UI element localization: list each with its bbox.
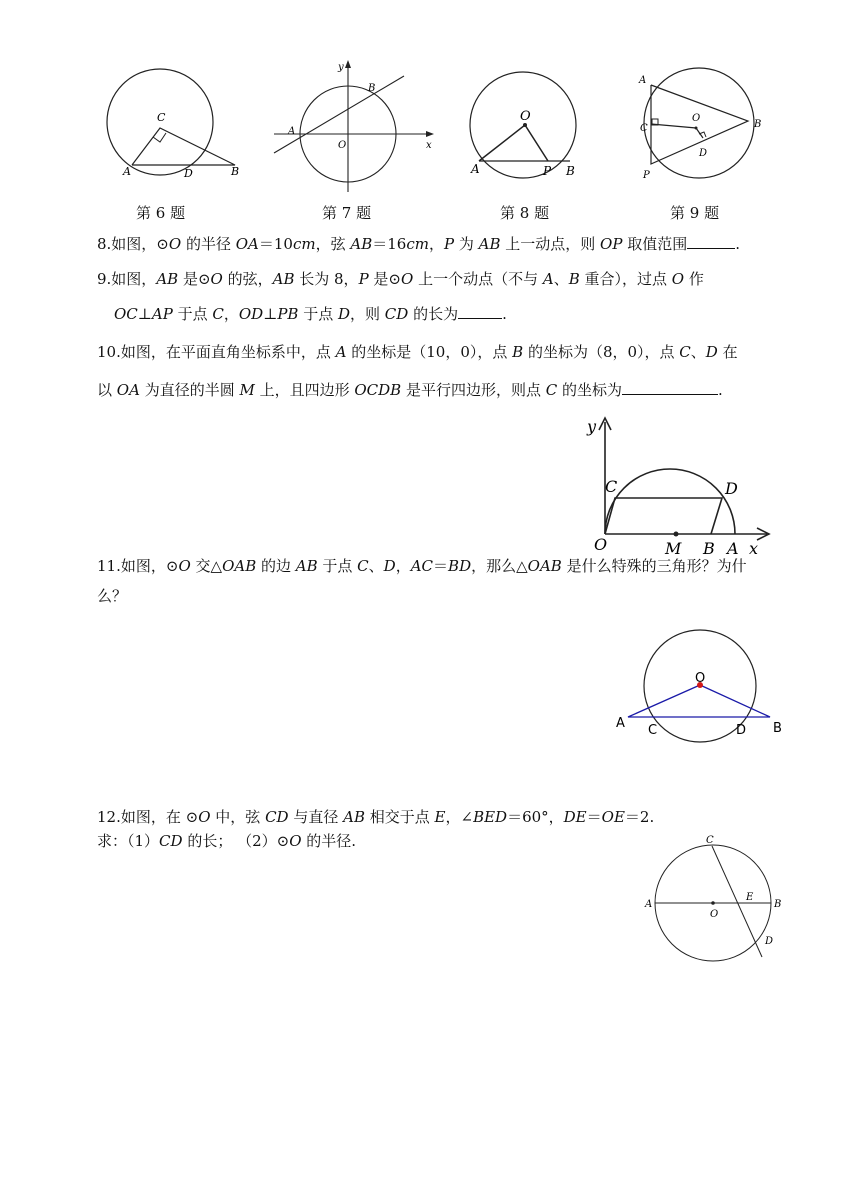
question-10-line-2: 以 OA 为直径的半圆 M 上，且四边形 OCDB 是平行四边形，则点 C 的坐标为 . <box>97 381 723 399</box>
fig12-label-d: D <box>765 936 774 947</box>
caption-fig6: 第 6 题 <box>136 204 186 222</box>
fig10-label-c: C <box>605 477 618 496</box>
fig8-label-a: A <box>471 162 480 176</box>
fig11-label-b: B <box>773 721 782 736</box>
fig8-label-p: P <box>543 164 552 178</box>
fig8-label-o: O <box>520 109 531 124</box>
caption-fig7: 第 7 题 <box>322 204 372 222</box>
fig7-label-y: y <box>338 62 344 73</box>
figure-10 <box>585 414 775 559</box>
fig11-label-c: C <box>648 723 658 738</box>
fig6-label-d: D <box>184 167 193 180</box>
fig12-label-e: E <box>746 892 754 903</box>
fig11-label-a: A <box>616 716 625 731</box>
question-11-line-2: 么？ <box>97 587 128 605</box>
fig10-label-x: x <box>749 539 759 558</box>
fig7-label-b: B <box>368 83 376 94</box>
fig7-label-a: A <box>288 126 296 137</box>
fig6-label-b: B <box>231 165 240 178</box>
fig9-label-a: A <box>639 75 647 86</box>
question-9-line-1: 9.如图，AB 是⊙O 的弦，AB 长为 8，P 是⊙O 上一个动点（不与 A、B 重合），过点 O 作 <box>97 270 704 288</box>
figure-12 <box>640 830 790 965</box>
fig10-label-o: O <box>594 535 608 554</box>
fig9-label-p: P <box>643 170 650 181</box>
fig11-label-o: O <box>695 671 706 686</box>
fig11-label-d: D <box>736 723 747 738</box>
answer-blank-q9[interactable] <box>458 304 502 319</box>
fig9-label-b: B <box>754 119 762 130</box>
figure-7 <box>268 58 440 194</box>
figure-8 <box>462 68 587 188</box>
fig7-label-o: O <box>338 140 347 151</box>
question-9-line-2: OC⊥AP 于点 C，OD⊥PB 于点 D，则 CD 的长为 . <box>114 305 507 323</box>
question-12-line-2: 求：（1）CD 的长； （2）⊙O 的半径. <box>97 832 357 850</box>
fig10-label-m: M <box>665 539 682 558</box>
caption-fig9: 第 9 题 <box>670 204 720 222</box>
fig10-label-d: D <box>725 479 738 498</box>
fig9-label-d: D <box>699 148 708 159</box>
fig6-label-c: C <box>157 111 166 124</box>
question-11-line-1: 11.如图，⊙O 交△OAB 的边 AB 于点 C、D，AC＝BD，那么△OAB 是什么特殊的三角形？为什 <box>97 557 747 575</box>
fig12-label-c: C <box>706 835 714 846</box>
fig6-label-a: A <box>123 165 131 178</box>
question-10-line-1: 10.如图，在平面直角坐标系中，点 A 的坐标是（10，0），点 B 的坐标为（8，0），点 C、D 在 <box>97 343 738 361</box>
fig9-label-o: O <box>692 113 701 124</box>
figure-9 <box>630 64 770 189</box>
answer-blank-q10[interactable] <box>622 380 718 395</box>
fig9-label-c: C <box>640 123 648 134</box>
answer-blank-q8[interactable] <box>687 234 735 249</box>
fig12-label-a: A <box>645 899 653 910</box>
fig7-label-x: x <box>426 140 432 151</box>
fig10-label-b: B <box>703 539 715 558</box>
fig10-label-a: A <box>727 539 739 558</box>
caption-fig8: 第 8 题 <box>500 204 550 222</box>
question-12-line-1: 12.如图，在 ⊙O 中，弦 CD 与直径 AB 相交于点 E，∠BED＝60°，DE＝OE＝2. <box>97 808 655 826</box>
fig12-label-o: O <box>710 909 719 920</box>
fig10-label-y: y <box>587 417 597 436</box>
question-8: 8.如图，⊙O 的半径 OA＝10cm，弦 AB＝16cm，P 为 AB 上一动点，则 OP 取值范围 . <box>97 235 740 253</box>
fig8-label-b: B <box>566 164 575 178</box>
figure-11 <box>610 630 790 750</box>
figure-6 <box>100 62 250 187</box>
fig12-label-b: B <box>774 899 782 910</box>
